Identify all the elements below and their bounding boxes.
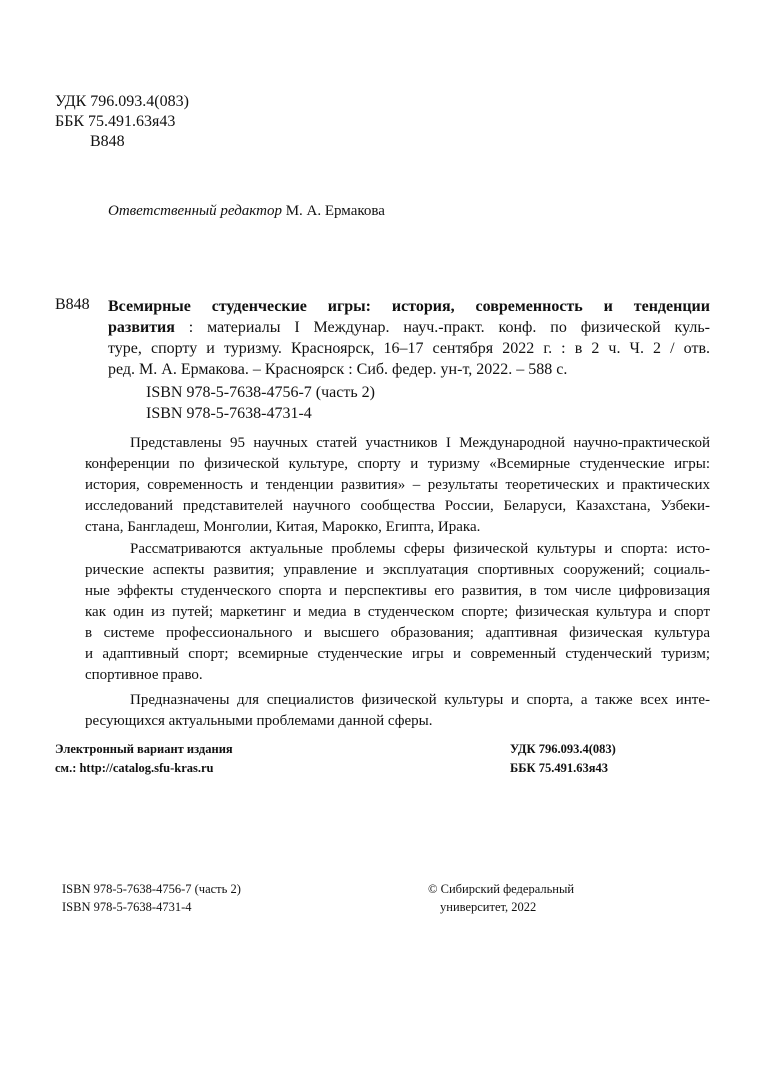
abstract-line: Предназначены для специалистов физической культуры и спорта, а также всех инте- — [130, 692, 710, 708]
abstract-line: ресующихся актуальными проблемами данной сферы. — [85, 713, 433, 729]
abstract-line: история, современность и тенденции развития» – результаты теоретических и практических — [85, 477, 710, 493]
editor-name: М. А. Ермакова — [285, 203, 385, 219]
responsible-editor — [108, 203, 385, 220]
abstract-line: Рассматриваются актуальные проблемы сферы физической культуры и спорта: исто- — [130, 541, 710, 557]
entry-mark: В848 — [55, 296, 90, 313]
electronic-version-label: Электронный вариант издания — [55, 742, 233, 756]
author-mark: В848 — [90, 133, 125, 150]
abstract-line: ные эффекты студенческого спорта и перспективы его развития, в том числе цифровизация — [85, 583, 710, 599]
entry-line-2-text: : материалы I Междунар. науч.-практ. конф. по физической куль- — [174, 319, 710, 336]
abstract-line: исследований представителей научного сообщества России, Беларуси, Казахстана, Узбеки- — [85, 498, 710, 514]
entry-title-end: развития — [108, 319, 175, 336]
editor-label: Ответственный редактор — [108, 203, 282, 219]
abstract-line: Представлены 95 научных статей участников I Международной научно-практической — [130, 435, 710, 451]
entry-line-4: ред. М. А. Ермакова. – Красноярск : Сиб. федер. ун-т, 2022. – 588 с. — [108, 361, 568, 378]
entry-line-2 — [108, 317, 710, 338]
footer-isbn-set: ISBN 978-5-7638-4731-4 — [62, 900, 192, 914]
abstract-line: спортивное право. — [85, 667, 203, 683]
copyright-line-2: университет, 2022 — [440, 900, 537, 914]
footer-isbn-part: ISBN 978-5-7638-4756-7 (часть 2) — [62, 882, 241, 896]
bbk-code: ББК 75.491.63я43 — [55, 113, 176, 130]
abstract-line: и адаптивный спорт; всемирные студенческие игры и современный студенческий туризм; — [85, 646, 710, 662]
udk-code: УДК 796.093.4(083) — [55, 93, 189, 110]
footer-udk: УДК 796.093.4(083) — [510, 742, 616, 756]
entry-line-3: туре, спорту и туризму. Красноярск, 16–17 сентября 2022 г. : в 2 ч. Ч. 2 / отв. — [108, 340, 710, 357]
copyright-line-1: © Сибирский федеральный — [428, 882, 575, 896]
abstract-line: конференции по физической культуре, спорту и туризму «Всемирные студенческие игры: — [85, 456, 710, 472]
abstract-line: как один из путей; маркетинг и медиа в студенческом спорте; физическая культура и спорт — [85, 604, 710, 620]
catalog-link[interactable]: см.: http://catalog.sfu-kras.ru — [55, 761, 214, 775]
footer-bbk: ББК 75.491.63я43 — [510, 761, 608, 775]
abstract-line: рические аспекты развития; управление и эксплуатация спортивных сооружений; социаль- — [85, 562, 710, 578]
entry-isbn-part: ISBN 978-5-7638-4756-7 (часть 2) — [146, 384, 375, 401]
abstract-line: в системе профессионального и высшего образования; адаптивная физическая культура — [85, 625, 710, 641]
abstract-line: стана, Бангладеш, Монголии, Китая, Марокко, Египта, Ирака. — [85, 519, 481, 535]
entry-isbn-set: ISBN 978-5-7638-4731-4 — [146, 405, 312, 422]
entry-title: Всемирные студенческие игры: история, современность и тенденции — [108, 298, 710, 315]
